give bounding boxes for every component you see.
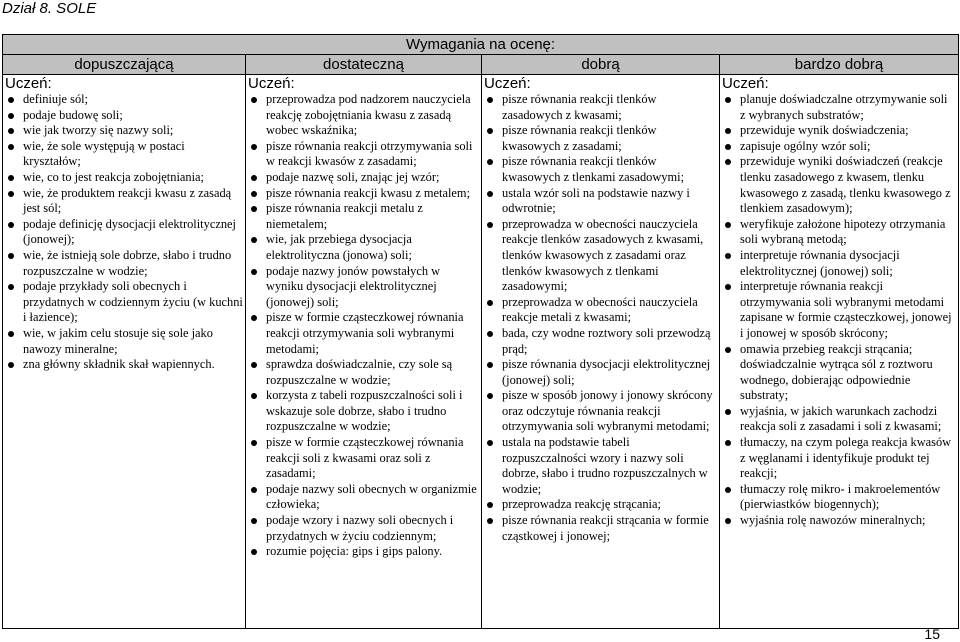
list-item [248,186,479,202]
bullet-icon [8,253,14,259]
grade-header: dobrą [482,55,720,75]
list-item [722,513,956,529]
bullet-icon [487,440,493,446]
bullet-icon [487,331,493,337]
list-item-text: sprawdza doświadczalnie, czy sole są rozpuszczalne w wodzie; [266,357,453,387]
list-item-text: bada, czy wodne roztwory soli przewodzą prąd; [502,325,711,356]
grade-header: dostateczną [246,55,482,75]
list-item-text: pisze równania reakcji kwasu z metalem; [266,185,471,200]
list-item-text: interpretuje równania reakcji otrzymywania soli wybranymi metodami zapisane w formie cząsteczkowej, jonowej i jonowej w sposób skrócony; [740,279,952,340]
bullet-icon [251,237,257,243]
list-item-text: korzysta z tabeli rozpuszczalności soli i wskazuje sole dobrze, słabo i trudno rozpuszczalne w wodzie; [266,388,463,434]
list-item [5,186,243,217]
list-item-text: zna główny składnik skał wapiennych. [23,357,215,372]
list-item-text: podaje budowę soli; [23,107,123,122]
list-item-text: wie, że istnieją sole dobrze, słabo i trudno rozpuszczalne w wodzie; [23,247,232,278]
list-item [5,170,243,186]
list-item [5,217,243,248]
bullet-icon [725,253,731,259]
bullet-icon [8,331,14,337]
list-item [484,92,717,123]
bullet-icon [251,487,257,493]
list-item [5,279,243,326]
list-item-text: omawia przebieg reakcji strącania; doświadczalnie wytrąca sól z roztworu wodnego, dobierając odpowiednie substraty; [740,341,933,403]
list-item-text: zapisuje ogólny wzór soli; [740,138,871,153]
list-item-text: wie, w jakim celu stosuje się sole jako nawozy mineralne; [23,325,213,356]
list-item-text: wie, jak przebiega dysocjacja elektrolityczna (jonowa) soli; [266,232,412,262]
list-item [484,217,717,295]
list-item [484,123,717,154]
list-item-text: planuje doświadczalne otrzymywanie soli z wybranych substratów; [740,92,948,122]
bullet-icon [251,393,257,399]
list-item-text: pisze równania reakcji otrzymywania soli w reakcji kwasów z zasadami; [266,138,473,169]
list-item-text: tłumaczy rolę mikro- i makroelementów (pierwiastków biogennych); [740,481,941,512]
bullet-icon [725,487,731,493]
bullet-icon [8,191,14,197]
list-item-text: pisze w formie cząsteczkowej równania reakcji soli z kwasami oraz soli z zasadami; [266,435,464,481]
bullet-icon [8,97,14,103]
list-item-text: definiuje sól; [23,92,89,106]
table-title: Wymagania na ocenę: [3,35,959,55]
list-item-text: przeprowadza w obecności nauczyciela reakcje tlenków zasadowych z kwasami, tlenków kwasowych z zasadami oraz tlenków kwasowych z tlenkami zasadowymi; [502,216,704,294]
list-item [5,248,243,279]
list-item [484,186,717,217]
list-item-text: pisze w sposób jonowy i jonowy skrócony oraz odczytuje równania reakcji otrzymywania soli wybranymi metodami; [502,388,713,434]
bullet-icon [725,222,731,228]
list-item [5,92,243,108]
bullet-icon [487,393,493,399]
column-head: Uczeń: [722,75,769,92]
bullet-icon [8,113,14,119]
list-item [722,435,956,482]
list-item [484,388,717,435]
bullet-icon [251,206,257,212]
requirements-column [246,75,481,560]
column-cell [3,75,246,629]
bullet-icon [725,97,731,103]
list-item [248,170,479,186]
bullet-icon [251,549,257,555]
list-item-text: przewiduje wyniki doświadczeń (reakcje tlenku zasadowego z kwasem, tlenku kwasowego z zasadą, tlenku kwasowego z tlenkiem zasadowym); [740,154,951,216]
list-item-text: podaje nazwy jonów powstałych w wyniku dysocjacji elektrolitycznej (jonowej) soli; [266,263,441,309]
list-item [722,482,956,513]
list-item [248,357,479,388]
column-head: Uczeń: [5,75,52,92]
list-item [484,154,717,185]
list-item [722,123,956,139]
list-item [722,279,956,341]
list-item [484,497,717,513]
requirements-list [484,92,717,544]
list-item [484,435,717,497]
bullet-icon [251,518,257,524]
list-item-text: weryfikuje założone hipotezy otrzymania soli wybraną metodą; [740,216,946,247]
list-item-text: podaje przykłady soli obecnych i przydatnych w codziennym życiu (w kuchni i łazience); [23,279,243,325]
list-item [722,248,956,279]
list-item-text: pisze w formie cząsteczkowej równania reakcji otrzymywania soli wybranymi metodami; [266,310,464,356]
grade-header: dopuszczającą [3,55,246,75]
requirements-list [248,92,479,560]
bullet-icon [8,284,14,290]
list-item [484,357,717,388]
bullet-icon [251,191,257,197]
bullet-icon [251,97,257,103]
bullet-icon [725,159,731,165]
list-item-text: wyjaśnia, w jakich warunkach zachodzi reakcja soli z zasadami i soli z kwasami; [740,403,942,434]
list-item [248,232,479,263]
requirements-column [482,75,719,544]
bullet-icon [487,128,493,134]
list-item-text: wyjaśnia rolę nawozów mineralnych; [740,513,926,528]
list-item-text: wie, że produktem reakcji kwasu z zasadą jest sól; [23,185,232,216]
list-item-text: ustala na podstawie tabeli rozpuszczalności wzory i nazwy soli dobrze, słabo i trudno rozpuszczalnych w wodzie; [502,435,708,496]
table-title-row [3,35,959,55]
list-item [248,92,479,139]
bullet-icon [487,97,493,103]
bullet-icon [251,362,257,368]
bullet-icon [725,409,731,415]
bullet-icon [725,128,731,134]
requirements-list [722,92,956,529]
list-item [722,92,956,123]
list-item-text: przeprowadza pod nadzorem nauczyciela reakcję zobojętniania kwasu z zasadą wobec wskaźnika; [266,92,471,138]
bullet-icon [8,144,14,150]
bullet-icon [487,191,493,197]
grade-header: bardzo dobrą [720,55,959,75]
list-item-text: pisze równania reakcji tlenków kwasowych z zasadami; [502,123,657,153]
list-item-text: przeprowadza w obecności nauczyciela reakcje metali z kwasami; [502,294,698,325]
list-item [5,139,243,170]
list-item-text: pisze równania reakcji strącania w formie cząstkowej i jonowej; [502,513,709,543]
list-item-text: interpretuje równania dysocjacji elektrolitycznej (jonowej) soli; [740,247,900,278]
list-item [5,123,243,139]
bullet-icon [251,269,257,275]
bullet-icon [8,222,14,228]
list-item [248,139,479,170]
list-item [248,388,479,435]
column-cell [720,75,959,629]
list-item [248,264,479,311]
bullet-icon [8,175,14,181]
list-item [5,357,243,373]
page-number: 15 [924,626,940,642]
list-item-text: wie, co to jest reakcja zobojętniania; [23,169,204,184]
bullet-icon [725,518,731,524]
bullet-icon [725,440,731,446]
list-item-text: pisze równania reakcji metalu z niemetalem; [266,201,423,231]
list-item [722,154,956,216]
bullet-icon [487,300,493,306]
bullet-icon [725,347,731,353]
list-item [248,513,479,544]
bullet-icon [251,175,257,181]
requirements-column [720,75,958,529]
requirements-column [3,75,245,373]
bullet-icon [8,128,14,134]
list-item-text: pisze równania reakcji tlenków kwasowych z tlenkami zasadowymi; [502,154,685,184]
bullet-icon [251,144,257,150]
list-item [722,139,956,155]
list-item [722,342,956,404]
requirements-table [2,34,959,629]
list-item-text: podaje nazwę soli, znając jej wzór; [266,169,440,184]
bullet-icon [487,518,493,524]
column-cell [482,75,720,629]
bullet-icon [251,315,257,321]
list-item [248,310,479,357]
requirements-row [3,75,959,629]
list-item-text: przeprowadza reakcję strącania; [502,497,661,512]
section-title: Dział 8. SOLE [2,0,97,17]
list-item-text: pisze równania dysocjacji elektrolitycznej (jonowej) soli; [502,357,711,387]
list-item [248,435,479,482]
bullet-icon [487,502,493,508]
list-item-text: wie, że sole występują w postaci kryształów; [23,138,185,169]
column-head: Uczeń: [484,75,531,92]
bullet-icon [725,144,731,150]
bullet-icon [487,362,493,368]
bullet-icon [725,284,731,290]
grade-header-row [3,55,959,75]
list-item-text: podaje definicję dysocjacji elektrolitycznej (jonowej); [23,216,236,247]
list-item [5,108,243,124]
list-item [248,544,479,560]
list-item-text: ustala wzór soli na podstawie nazwy i odwrotnie; [502,185,690,216]
list-item [484,295,717,326]
list-item [484,326,717,357]
list-item [5,326,243,357]
list-item [248,482,479,513]
bullet-icon [487,159,493,165]
list-item [722,217,956,248]
list-item [248,201,479,232]
column-cell [246,75,482,629]
list-item-text: wie jak tworzy się nazwy soli; [23,123,174,138]
list-item-text: tłumaczy, na czym polega reakcja kwasów z węglanami i identyfikuje produkt tej reakcji; [740,435,952,481]
list-item [722,404,956,435]
bullet-icon [251,440,257,446]
list-item-text: podaje nazwy soli obecnych w organizmie człowieka; [266,481,477,512]
list-item-text: przewiduje wynik doświadczenia; [740,123,909,138]
list-item-text: rozumie pojęcia: gips i gips palony. [266,544,443,559]
list-item-text: pisze równania reakcji tlenków zasadowych z kwasami; [502,92,657,122]
bullet-icon [8,362,14,368]
list-item-text: podaje wzory i nazwy soli obecnych i przydatnych w życiu codziennym; [266,513,454,543]
list-item [484,513,717,544]
bullet-icon [487,222,493,228]
column-head: Uczeń: [248,75,295,92]
requirements-list [5,92,243,373]
